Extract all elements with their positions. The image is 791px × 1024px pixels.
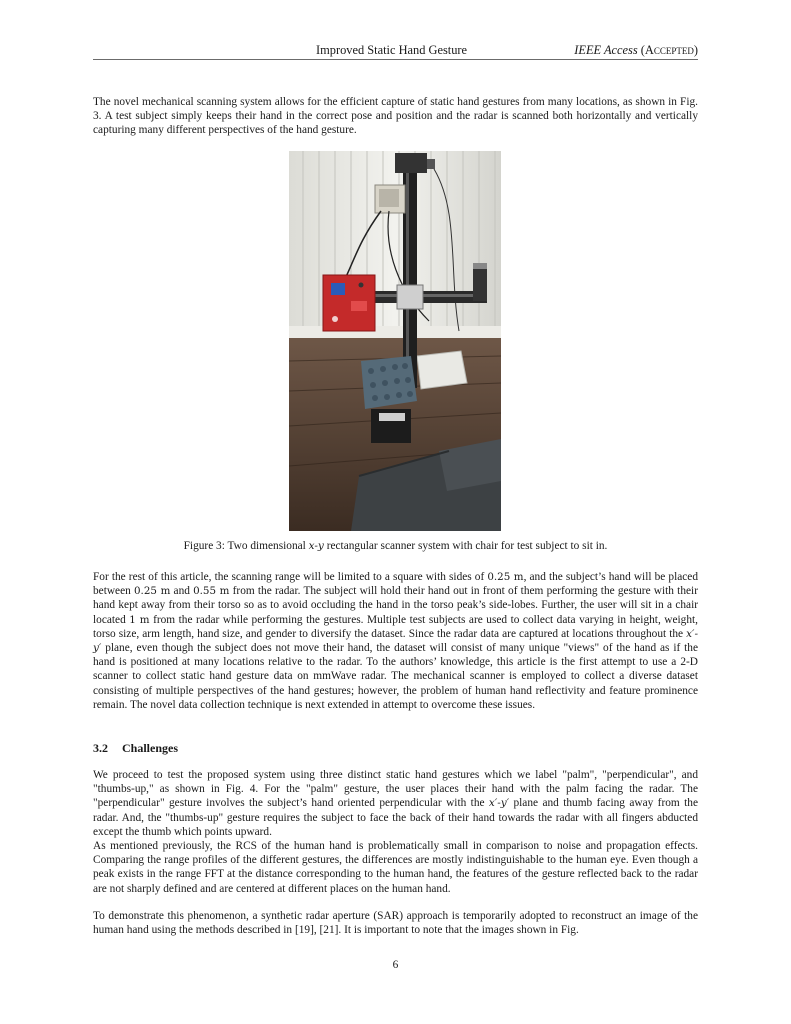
sar-paragraph: To demonstrate this phenomenon, a synthetic radar aperture (SAR) approach is temporarily adopted to reconstruct an image of the human hand using the methods described in [19], [21]. It is important to note that the images shown in Fig. <box>93 910 698 937</box>
venue-status: (Accepted) <box>640 43 698 57</box>
text-span: We proceed to test the proposed system using three distinct static hand gestures which we label "palm", "perpendicular", and "thumbs-up," as shown in Fig. 4. For the "palm" gesture, the user places their hand with the palm facing the radar. The "perpendicular" gesture involves the subject’s hand oriented perpendicular with the <box>93 769 698 810</box>
math-value: 0.55 m <box>193 585 230 598</box>
scanning-range-paragraph <box>93 570 698 712</box>
scanner-photo <box>289 151 501 531</box>
caption-suffix: rectangular scanner system with chair for test subject to sit in. <box>323 540 608 552</box>
text-span: For the rest of this article, the scanning range will be limited to a square with sides of <box>93 571 488 583</box>
text-span: from the radar. The subject will hold their hand out in front of them performing the gesture with their hand kept away from their torso so as to avoid occluding the hand in the torso peak’s side-lobes. Further, the user will sit in a chair located <box>93 585 698 626</box>
figure-caption <box>93 540 698 552</box>
venue-label <box>574 43 698 58</box>
section-number: 3.2 <box>93 741 108 755</box>
text-span: , and the subject’s hand will be placed between <box>93 571 698 598</box>
math-value: 0.25 m <box>134 585 171 598</box>
math-value: x′-y′ <box>93 627 698 655</box>
header-rule <box>93 59 698 60</box>
text-span: and <box>170 585 194 598</box>
rcs-paragraph: As mentioned previously, the RCS of the human hand is problematically small in comparison to noise and propagation effects. Comparing the range profiles of the different gestures, the differences are mostly indistinguishable to the human eye. Even though a peak exists in the range FFT at the distance corresponding to the human hand, the features of the gesture reflected back to the radar are not sharply defined and are centered at different places on the human hand. <box>93 840 698 895</box>
caption-math: x-y <box>308 540 324 552</box>
text-span: from the radar while performing the gestures. Multiple test subjects are used to collect data varying in height, weight, torso size, arm length, hand size, and gender to diversify the dataset. Since the radar data are captured at locations throughout the <box>93 613 699 640</box>
running-title: Improved Static Hand Gesture <box>316 43 468 57</box>
section-title: Challenges <box>122 741 179 755</box>
challenges-paragraph <box>93 768 698 839</box>
venue-journal: IEEE Access <box>574 43 638 57</box>
caption-prefix: Figure 3: Two dimensional <box>183 540 309 552</box>
text-span: plane, even though the subject does not move their hand, the dataset will consist of many unique "views" of the hand as if the hand is positioned at many locations relative to the radar. To the authors’ knowledge, this article is the first attempt to use a 2-D scanner to collect static hand gesture data on mmWave radar. The mechanical scanner is employed to collect a diverse dataset consisting of multiple perspectives of the hand gestures; however, the problem of human hand reflectivity and feature prominence remain. The novel data collection technique is next extended in attempt to overcome these issues. <box>93 642 698 711</box>
running-header <box>93 41 698 59</box>
section-heading <box>93 741 178 756</box>
math-value: 0.25 m <box>487 571 524 583</box>
page-number: 6 <box>392 959 399 971</box>
intro-paragraph: The novel mechanical scanning system allows for the efficient capture of static hand gestures from many locations, as shown in Fig. 3. A test subject simply keeps their hand in the correct pose and position and the radar is scanned both horizontally and vertically capturing many different perspectives of the hand gesture. <box>93 96 698 137</box>
math-value: 1 m <box>129 613 150 626</box>
math-value: x′-y′ <box>488 797 510 810</box>
text-span: plane and thumb facing away from the radar. And, the "thumbs-up" gesture requires the subject to face the back of their hand towards the radar with all fingers abducted except the thumb which points upward. <box>93 797 698 838</box>
